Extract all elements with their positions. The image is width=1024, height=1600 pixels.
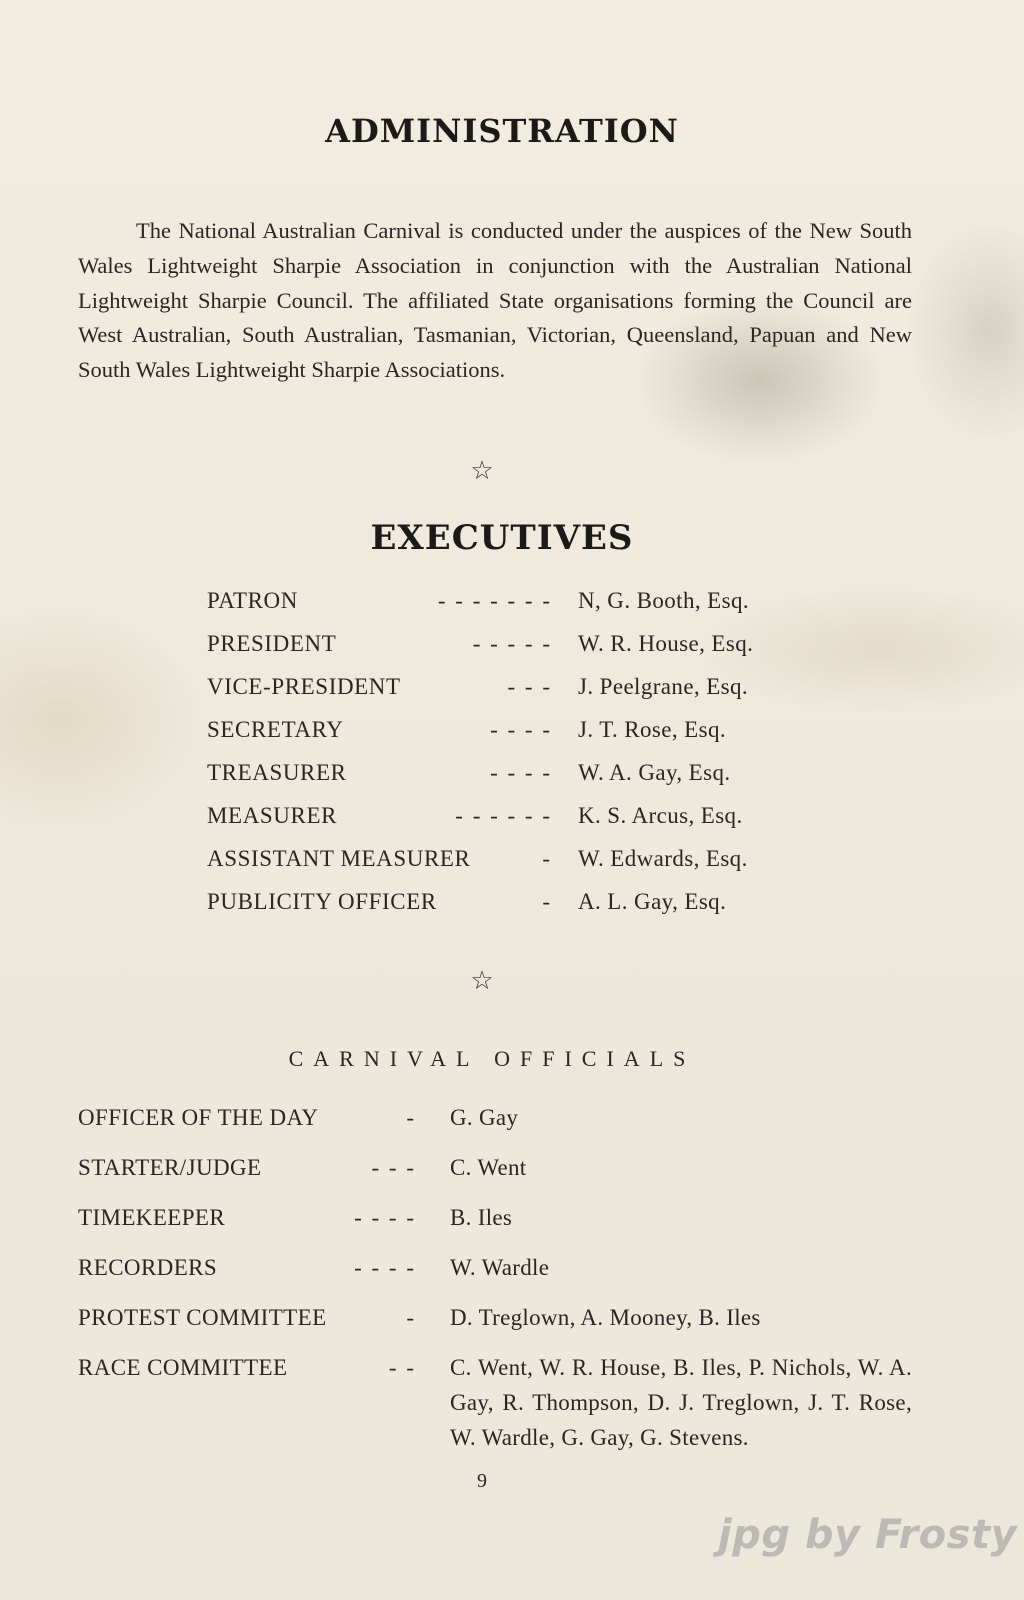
- official-row: [78, 1100, 918, 1143]
- official-row: [78, 1200, 918, 1243]
- official-role: RACE COMMITTEE: [78, 1355, 288, 1380]
- star-divider-icon: ☆: [470, 966, 494, 996]
- leader-dashes: - - - - -: [472, 631, 552, 656]
- executives-list: [207, 588, 827, 932]
- leader-dashes: - - - -: [354, 1205, 416, 1230]
- executive-row: [207, 846, 827, 889]
- official-row: [78, 1300, 918, 1343]
- executive-role: PATRON: [207, 588, 298, 613]
- administration-heading: ADMINISTRATION: [325, 112, 679, 150]
- leader-dashes: -: [406, 1105, 416, 1130]
- executive-role: MEASURER: [207, 803, 338, 828]
- official-name: B. Iles: [450, 1205, 513, 1230]
- official-name: D. Treglown, A. Mooney, B. Iles: [450, 1305, 761, 1330]
- executive-role: PUBLICITY OFFICER: [207, 889, 437, 914]
- executive-role: VICE-PRESIDENT: [207, 674, 401, 699]
- leader-dashes: - - - -: [490, 717, 552, 742]
- leader-dashes: - - -: [371, 1155, 416, 1180]
- administration-paragraph: The National Australian Carnival is conducted under the auspices of the New South Wales Lightweight Sharpie Association in conjunction with the Australian National Lightweight Sharpie Council. The affiliated State organisations forming the Council are West Australian, South Australian, Tasmanian, Victorian, Queensland, Papuan and New South Wales Lightweight Sharpie Associations.: [78, 218, 912, 383]
- star-divider-icon: ☆: [470, 456, 494, 486]
- executive-name: J. Peelgrane, Esq.: [578, 674, 749, 699]
- leader-dashes: -: [542, 846, 552, 871]
- official-row: [78, 1250, 918, 1293]
- watermark: jpg by Frosty: [718, 1512, 1018, 1558]
- official-role: STARTER/JUDGE: [78, 1155, 262, 1180]
- executive-row: [207, 717, 827, 760]
- leader-dashes: - - - - - -: [455, 803, 552, 828]
- official-role: PROTEST COMMITTEE: [78, 1305, 327, 1330]
- executive-role: SECRETARY: [207, 717, 344, 742]
- officials-list: [78, 1100, 918, 1455]
- executive-row: [207, 889, 827, 932]
- executive-name: J. T. Rose, Esq.: [578, 717, 727, 742]
- executive-name: W. A. Gay, Esq.: [578, 760, 731, 785]
- executive-row: [207, 588, 827, 631]
- official-role: OFFICER OF THE DAY: [78, 1105, 319, 1130]
- leader-dashes: - - - -: [354, 1255, 416, 1280]
- executive-name: A. L. Gay, Esq.: [578, 889, 727, 914]
- leader-dashes: - -: [388, 1355, 416, 1380]
- executive-name: N, G. Booth, Esq.: [578, 588, 750, 613]
- leader-dashes: -: [406, 1305, 416, 1330]
- executive-row: [207, 803, 827, 846]
- executive-row: [207, 760, 827, 803]
- official-role: RECORDERS: [78, 1255, 218, 1280]
- official-row: [78, 1350, 918, 1455]
- leader-dashes: - - - - - - -: [437, 588, 552, 613]
- page-number: 9: [477, 1470, 487, 1492]
- official-name: C. Went: [450, 1155, 527, 1180]
- executive-role: PRESIDENT: [207, 631, 337, 656]
- leader-dashes: - - - -: [490, 760, 552, 785]
- official-name: C. Went, W. R. House, B. Iles, P. Nichols, W. A. Gay, R. Thompson, D. J. Treglown, J. T. Rose, W. Wardle, G. Gay, G. Stevens.: [450, 1355, 912, 1450]
- official-role: TIMEKEEPER: [78, 1205, 226, 1230]
- executive-name: K. S. Arcus, Esq.: [578, 803, 743, 828]
- leader-dashes: -: [542, 889, 552, 914]
- executive-name: W. Edwards, Esq.: [578, 846, 748, 871]
- official-row: [78, 1150, 918, 1193]
- executive-role: TREASURER: [207, 760, 347, 785]
- official-name: G. Gay: [450, 1105, 519, 1130]
- executive-row: [207, 674, 827, 717]
- carnival-officials-heading: CARNIVAL OFFICIALS: [288, 1046, 696, 1071]
- executive-name: W. R. House, Esq.: [578, 631, 754, 656]
- official-name: W. Wardle: [450, 1255, 550, 1280]
- leader-dashes: - - -: [507, 674, 552, 699]
- executive-row: [207, 631, 827, 674]
- executive-role: ASSISTANT MEASURER: [207, 846, 471, 871]
- executives-heading: EXECUTIVES: [370, 518, 634, 558]
